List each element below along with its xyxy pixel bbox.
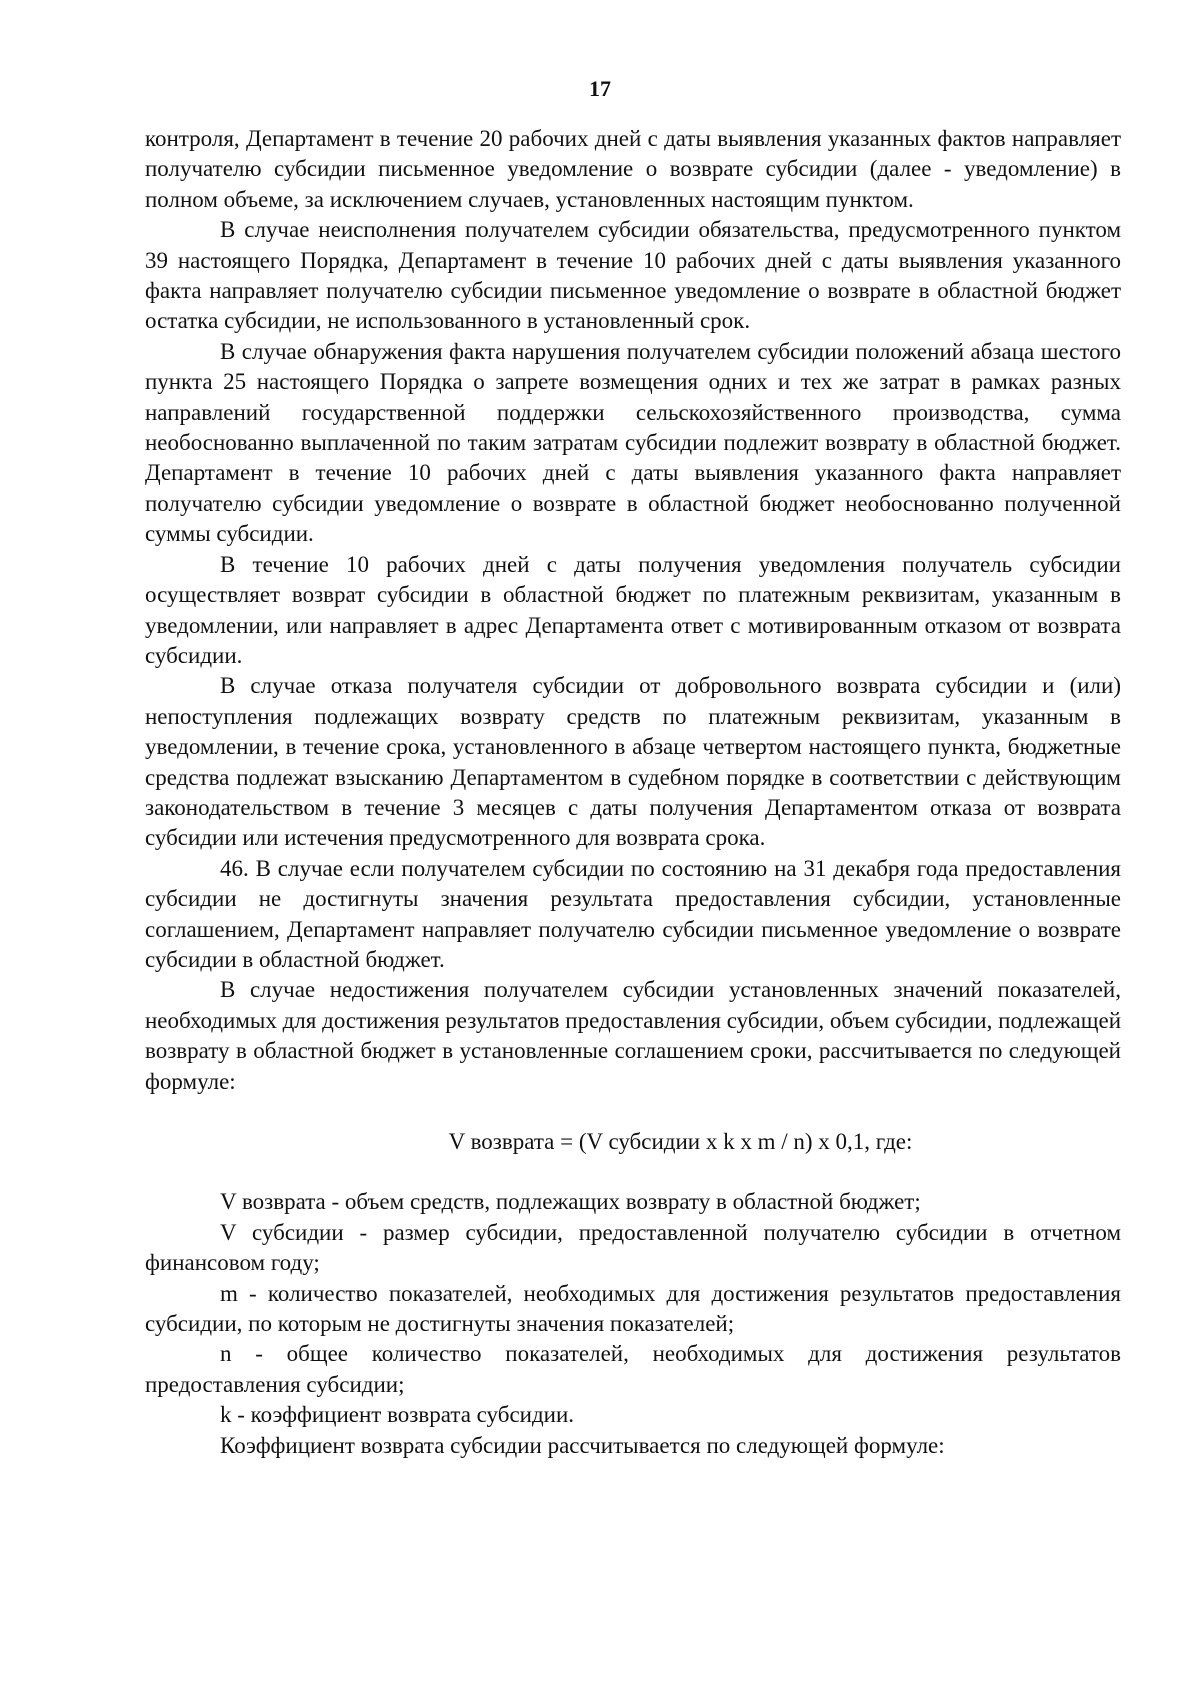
paragraph: В случае обнаружения факта нарушения получателем субсидии положений абзаца шестого пункта 25 настоящего Порядка о запрете возмещения одних и тех же затрат в рамках разных направлений государственной поддержки сельскохозяйственного производства, сумма необоснованно выплаченной по таким затратам субсидии подлежит возврату в областной бюджет. Департамент в течение 10 рабочих дней с даты выявления указанного факта направляет получателю субсидии уведомление о возврате в областной бюджет необоснованно полученной суммы субсидии. [145,338,1121,547]
page-number: 17 [589,76,611,101]
paragraph: В течение 10 рабочих дней с даты получения уведомления получатель субсидии осуществляет возврат субсидии в областной бюджет по платежным реквизитам, указанным в уведомлении, или направляет в адрес Департамента ответ с мотивированным отказом от возврата субсидии. [145,551,1121,668]
definition-m: m - количество показателей, необходимых для достижения результатов предоставления субсидии, по которым не достигнуты значения показателей; [145,1280,1121,1337]
definition-n: n - общее количество показателей, необходимых для достижения результатов предоставления субсидии; [145,1341,1121,1397]
paragraph: В случае недостижения получателем субсидии установленных значений показателей, необходимых для достижения результатов предоставления субсидии, объем субсидии, подлежащей возврату в областной бюджет в установленные соглашением сроки, рассчитывается по следующей формуле: [145,977,1121,1094]
formula: V возврата = (V субсидии x k x m / n) x 0,1, где: [448,1129,913,1154]
paragraph: Коэффициент возврата субсидии рассчитывается по следующей формуле: [220,1432,945,1458]
definition-v-return: V возврата - объем средств, подлежащих возврату в областной бюджет; [220,1189,921,1215]
paragraph-continuation: контроля, Департамент в течение 20 рабочих дней с даты выявления указанных фактов направляет получателю субсидии письменное уведомление о возврате субсидии (далее - уведомление) в полном объеме, за исключением случаев, установленных настоящим пунктом. [145,126,1121,212]
paragraph: В случае неисполнения получателем субсидии обязательства, предусмотренного пунктом 39 настоящего Порядка, Департамент в течение 10 рабочих дней с даты выявления указанного факта направляет получателю субсидии письменное уведомление о возврате в областной бюджет остатка субсидии, не использованного в установленный срок. [145,217,1121,334]
document-body [145,124,1121,1461]
definition-v-subsidy: V субсидии - размер субсидии, предоставленной получателю субсидии в отчетном финансовом году; [145,1219,1121,1276]
definition-k: k - коэффициент возврата субсидии. [220,1402,575,1428]
paragraph-item-46: 46. В случае если получателем субсидии по состоянию на 31 декабря года предоставления субсидии не достигнуты значения результата предоставления субсидии, установленные соглашением, Департамент направляет получателю субсидии письменное уведомление о возврате субсидии в областной бюджет. [145,855,1121,972]
paragraph: В случае отказа получателя субсидии от добровольного возврата субсидии и (или) непоступления подлежащих возврату средств по платежным реквизитам, указанным в уведомлении, в течение срока, установленного в абзаце четвертом настоящего пункта, бюджетные средства подлежат взысканию Департаментом в судебном порядке в соответствии с действующим законодательством в течение 3 месяцев с даты получения Департаментом отказа от возврата субсидии или истечения предусмотренного для возврата срока. [145,673,1121,851]
